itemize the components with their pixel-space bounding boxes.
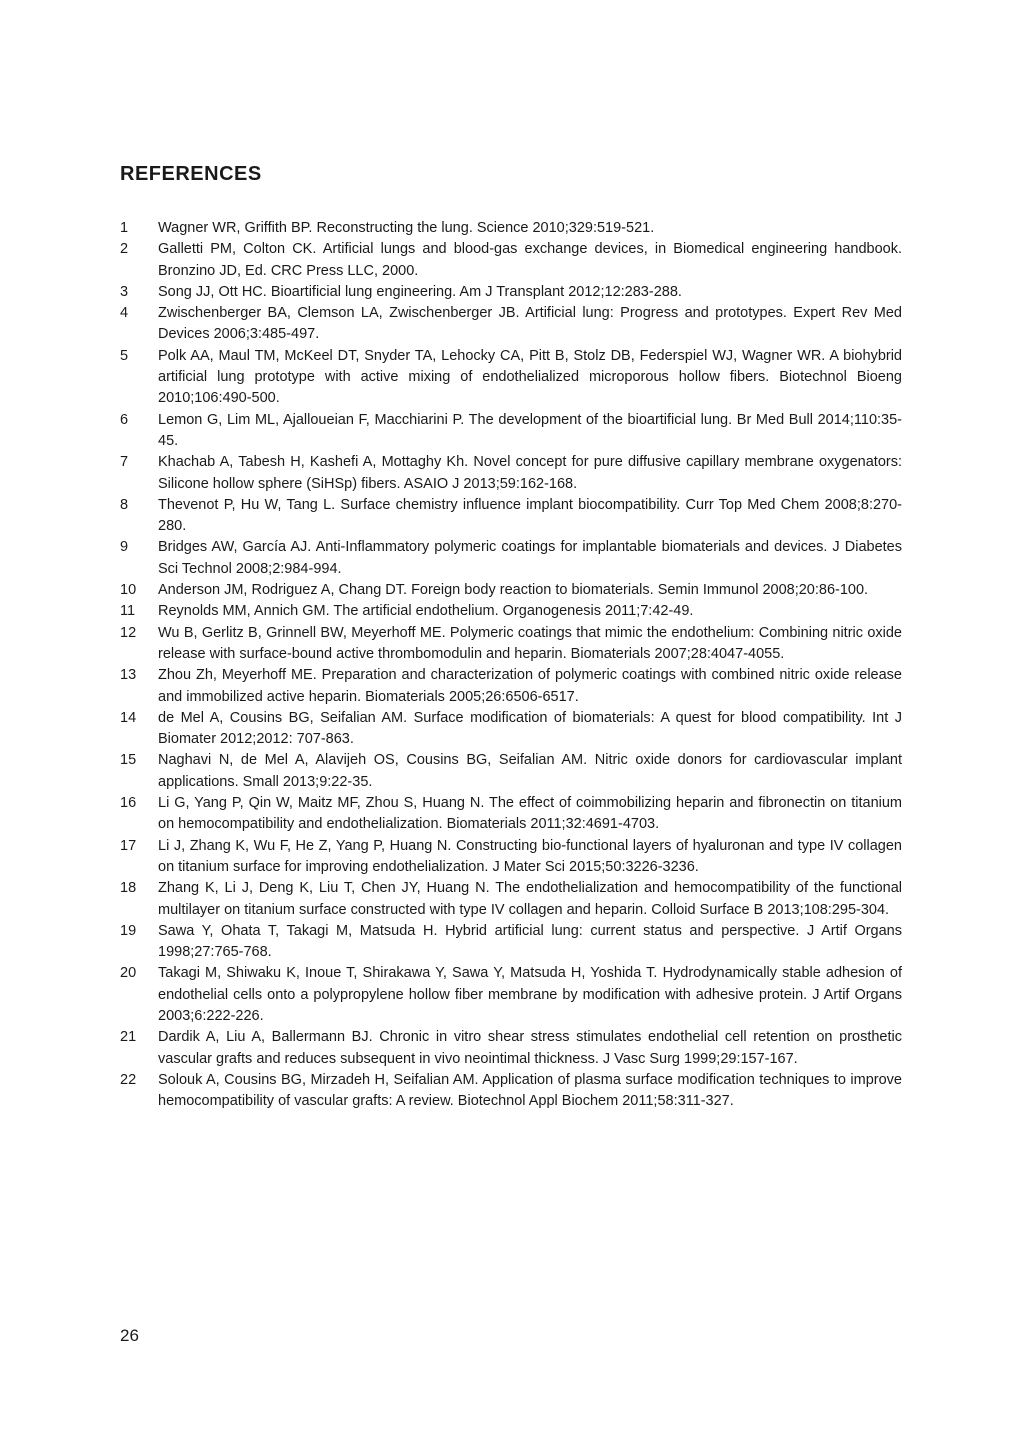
reference-number: 2 — [120, 241, 129, 258]
reference-number: 11 — [120, 603, 136, 620]
reference-text: Lemon G, Lim ML, Ajalloueian F, Macchiarini P. The development of the bioartificial lung. Br Med Bull 2014;110:35-45. — [158, 411, 902, 449]
reference-number: 14 — [120, 709, 137, 726]
reference-number: 19 — [120, 922, 137, 939]
list-item — [120, 623, 902, 666]
reference-number: 16 — [120, 795, 137, 812]
reference-number: 7 — [120, 454, 129, 471]
page-content — [120, 163, 902, 1112]
reference-text: Naghavi N, de Mel A, Alavijeh OS, Cousins BG, Seifalian AM. Nitric oxide donors for cardiovascular implant applications. Small 2013;9:22-35. — [158, 752, 902, 790]
reference-text: Reynolds MM, Annich GM. The artificial endothelium. Organogenesis 2011;7:42-49. — [158, 603, 694, 620]
reference-number: 3 — [120, 283, 129, 300]
reference-number: 5 — [120, 347, 129, 364]
list-item — [120, 750, 902, 793]
reference-text: Polk AA, Maul TM, McKeel DT, Snyder TA, Lehocky CA, Pitt B, Stolz DB, Federspiel WJ, Wagner WR. A biohybrid artificial lung prototype with active mixing of endothelialized microporous hollow fibers. Biotechnol Bioeng 2010;106:490-500. — [158, 347, 902, 407]
reference-text: Galletti PM, Colton CK. Artificial lungs and blood-gas exchange devices, in Biomedical engineering handbook. Bronzino JD, Ed. CRC Press LLC, 2000. — [158, 241, 902, 279]
reference-number: 15 — [120, 752, 137, 769]
reference-number: 22 — [120, 1071, 137, 1088]
list-item — [120, 836, 902, 879]
reference-text: Song JJ, Ott HC. Bioartificial lung engineering. Am J Transplant 2012;12:283-288. — [158, 283, 682, 300]
reference-text: Takagi M, Shiwaku K, Inoue T, Shirakawa Y, Sawa Y, Matsuda H, Yoshida T. Hydrodynamically stable adhesion of endothelial cells onto a polypropylene hollow fiber membrane by modification with adhesive protein. J Artif Organs 2003;6:222-226. — [158, 965, 902, 1024]
reference-number: 6 — [120, 411, 129, 428]
references-list — [120, 218, 902, 1112]
reference-text: Bridges AW, García AJ. Anti-Inflammatory polymeric coatings for implantable biomaterials and devices. J Diabetes Sci Technol 2008;2:984-994. — [158, 539, 902, 577]
reference-text: Sawa Y, Ohata T, Takagi M, Matsuda H. Hybrid artificial lung: current status and perspective. J Artif Organs 1998;27:765-768. — [158, 922, 902, 961]
list-item — [120, 410, 902, 453]
reference-text: Anderson JM, Rodriguez A, Chang DT. Foreign body reaction to biomaterials. Semin Immunol 2008;20:86-100. — [158, 582, 869, 599]
list-item — [120, 452, 902, 495]
page-title: REFERENCES — [120, 163, 262, 185]
list-item — [120, 878, 902, 921]
list-item — [120, 665, 902, 708]
list-item — [120, 963, 902, 1027]
reference-text: de Mel A, Cousins BG, Seifalian AM. Surface modification of biomaterials: A quest for blood compatibility. Int J Biomater 2012;2012: 707-863. — [158, 709, 902, 748]
list-item — [120, 601, 902, 622]
reference-number: 17 — [120, 837, 137, 854]
reference-text: Solouk A, Cousins BG, Mirzadeh H, Seifalian AM. Application of plasma surface modification techniques to improve hemocompatibility of vascular grafts: A review. Biotechnol Appl Biochem 2011;58:311-327. — [158, 1071, 902, 1110]
reference-text: Li G, Yang P, Qin W, Maitz MF, Zhou S, Huang N. The effect of coimmobilizing heparin and fibronectin on titanium on hemocompatibility and endothelialization. Biomaterials 2011;32:4691-4703. — [158, 795, 902, 833]
reference-text: Khachab A, Tabesh H, Kashefi A, Mottaghy Kh. Novel concept for pure diffusive capillary membrane oxygenators: Silicone hollow sphere (SiHSp) fibers. ASAIO J 2013;59:162-168. — [158, 454, 902, 492]
list-item — [120, 793, 902, 836]
list-item — [120, 346, 902, 410]
reference-number: 21 — [120, 1029, 137, 1046]
reference-text: Dardik A, Liu A, Ballermann BJ. Chronic in vitro shear stress stimulates endothelial cell retention on prosthetic vascular grafts and reduces subsequent in vivo neointimal thickness. J Vasc Surg 1999;29:157-167. — [158, 1029, 902, 1067]
page-number: 26 — [120, 1326, 139, 1345]
reference-text: Zwischenberger BA, Clemson LA, Zwischenberger JB. Artificial lung: Progress and prototypes. Expert Rev Med Devices 2006;3:485-497. — [158, 305, 902, 343]
reference-text: Wagner WR, Griffith BP. Reconstructing the lung. Science 2010;329:519-521. — [158, 220, 655, 236]
list-item — [120, 239, 902, 282]
reference-number: 9 — [120, 539, 129, 556]
list-item — [120, 921, 902, 964]
reference-text: Li J, Zhang K, Wu F, He Z, Yang P, Huang N. Constructing bio-functional layers of hyaluronan and type IV collagen on titanium surface for improving endothelialization. J Mater Sci 2015;50:3226-3236. — [158, 837, 902, 875]
reference-number: 1 — [120, 220, 129, 236]
list-item — [120, 580, 902, 601]
reference-text: Wu B, Gerlitz B, Grinnell BW, Meyerhoff ME. Polymeric coatings that mimic the endothelium: Combining nitric oxide release with surface-bound active thrombomodulin and heparin. Biomaterials 2007;28:4047-4055. — [158, 624, 902, 662]
reference-number: 4 — [120, 305, 129, 322]
reference-text: Thevenot P, Hu W, Tang L. Surface chemistry influence implant biocompatibility. Curr Top Med Chem 2008;8:270-280. — [158, 496, 902, 535]
list-item — [120, 495, 902, 538]
list-item — [120, 1070, 902, 1113]
reference-number: 8 — [120, 496, 129, 513]
reference-text: Zhang K, Li J, Deng K, Liu T, Chen JY, Huang N. The endothelialization and hemocompatibility of the functional multilayer on titanium surface constructed with type IV collagen and heparin. Colloid Surface B 2013;108:295-304. — [158, 880, 902, 918]
list-item — [120, 303, 902, 346]
list-item — [120, 282, 902, 303]
reference-number: 13 — [120, 667, 137, 684]
list-item — [120, 708, 902, 751]
list-item — [120, 1027, 902, 1070]
reference-number: 20 — [120, 965, 137, 982]
list-item — [120, 218, 902, 239]
reference-number: 12 — [120, 624, 137, 641]
list-item — [120, 537, 902, 580]
reference-text: Zhou Zh, Meyerhoff ME. Preparation and characterization of polymeric coatings with combined nitric oxide release and immobilized active heparin. Biomaterials 2005;26:6506-6517. — [158, 667, 902, 705]
reference-number: 10 — [120, 582, 137, 599]
reference-number: 18 — [120, 880, 137, 897]
